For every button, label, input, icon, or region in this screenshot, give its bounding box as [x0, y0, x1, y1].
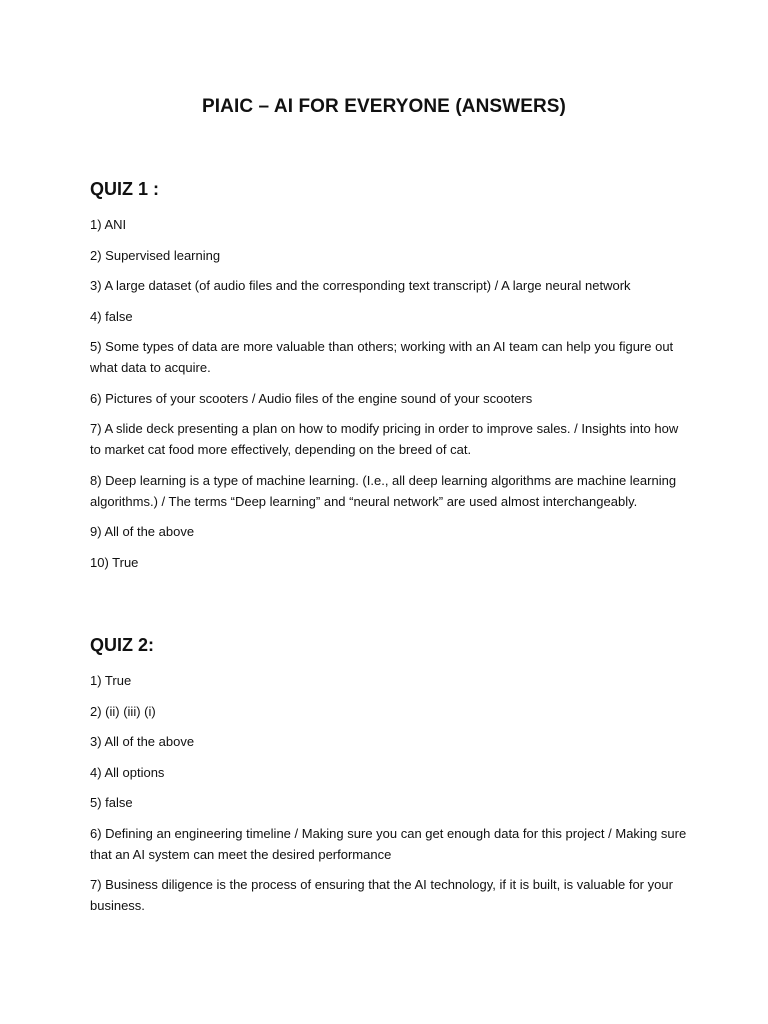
quiz-1-answer-list [90, 214, 690, 573]
quiz-1-answer-9: 9) All of the above [90, 524, 195, 539]
quiz-1-answer-8: 8) Deep learning is a type of machine learning. (I.e., all deep learning algorithms are machine learning algorithms.) / The terms “Deep learning” and “neural network” are used almost interchangeably. [90, 472, 677, 509]
quiz-1-section [90, 179, 690, 582]
quiz-1-answer-2: 2) Supervised learning [90, 247, 221, 263]
quiz-2-answer-6: 6) Defining an engineering timeline / Making sure you can get enough data for this project / Making sure that an AI system can meet the desired performance [90, 825, 687, 862]
quiz-2-answer-4: 4) All options [90, 764, 165, 780]
quiz-1-answer-10: 10) True [90, 554, 139, 570]
quiz-1-answer-7: 7) A slide deck presenting a plan on how to modify pricing in order to improve sales. / Insights into how to market cat food more effectively, depending on the breed of cat. [90, 421, 679, 457]
quiz-1-answer-5: 5) Some types of data are more valuable than others; working with an AI team can help you figure out what data to acquire. [90, 339, 674, 375]
document-title: PIAIC – AI FOR EVERYONE (ANSWERS) [202, 96, 566, 117]
quiz-2-answer-1: 1) True [90, 673, 132, 688]
quiz-1-answer-4: 4) false [90, 308, 133, 324]
quiz-2-answer-2: 2) (ii) (iii) (i) [90, 703, 156, 719]
quiz-2-answer-7: 7) Business diligence is the process of ensuring that the AI technology, if it is built, is valuable for your business. [90, 877, 673, 913]
quiz-2-answer-list [90, 670, 690, 916]
quiz-2-answer-5: 5) false [90, 795, 133, 810]
quiz-2-section [90, 635, 690, 926]
quiz-1-heading: QUIZ 1 : [90, 179, 160, 199]
quiz-2-heading: QUIZ 2: [90, 635, 155, 655]
quiz-2-answer-3: 3) All of the above [90, 734, 195, 749]
quiz-1-answer-1: 1) ANI [90, 217, 127, 232]
quiz-1-answer-6: 6) Pictures of your scooters / Audio files of the engine sound of your scooters [90, 390, 533, 406]
quiz-1-answer-3: 3) A large dataset (of audio files and the corresponding text transcript) / A large neural network [90, 278, 631, 293]
